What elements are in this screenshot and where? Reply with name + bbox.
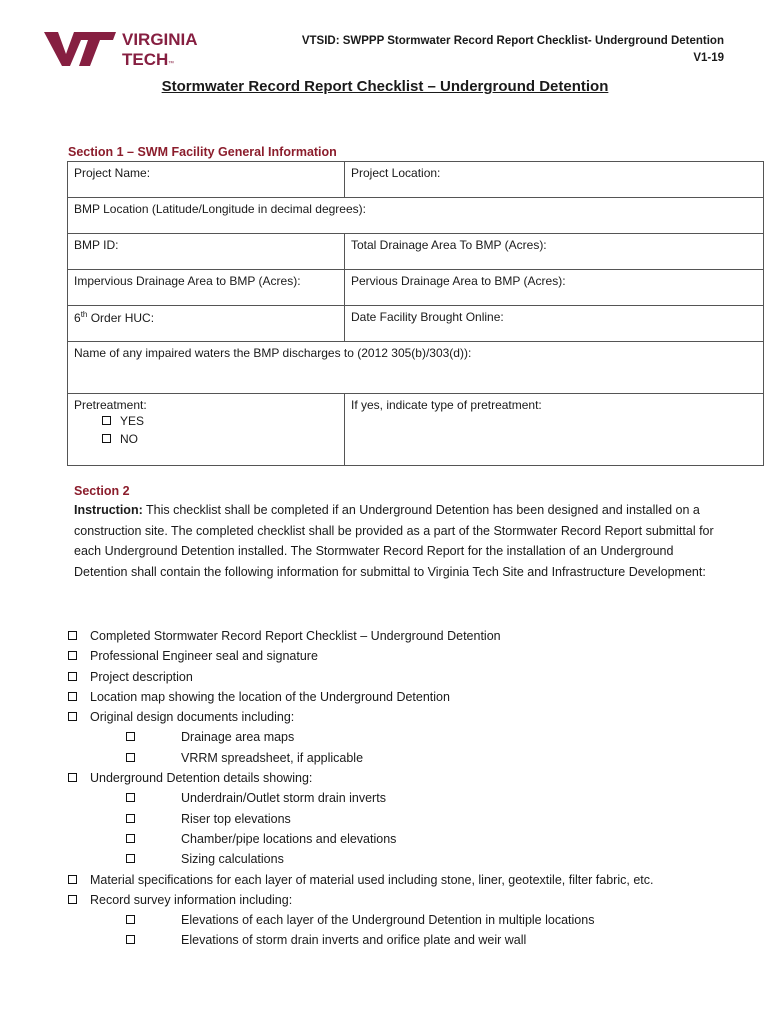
pretreatment-cell	[68, 394, 345, 466]
checklist-subitem-label: Sizing calculations	[181, 852, 284, 867]
checkbox-icon[interactable]	[126, 732, 135, 741]
impaired-waters-label: Name of any impaired waters the BMP discharges to (2012 305(b)/303(d)):	[74, 346, 472, 360]
vt-monogram-icon	[44, 32, 116, 66]
date-online-field[interactable]	[345, 306, 764, 342]
total-drainage-label: Total Drainage Area To BMP (Acres):	[351, 238, 547, 252]
checklist-subitem-label: Underdrain/Outlet storm drain inverts	[181, 791, 386, 806]
checklist-item[interactable]	[68, 870, 728, 890]
bmp-id-field[interactable]	[68, 234, 345, 270]
checklist-item-label: Record survey information including:	[90, 892, 293, 907]
logo-wordmark-top: VIRGINIA	[122, 30, 198, 49]
checklist-item[interactable]	[68, 768, 728, 788]
checklist-item-label: Professional Engineer seal and signature	[90, 649, 318, 664]
checklist-item[interactable]	[68, 890, 728, 910]
logo-wordmark-bottom: TECH	[122, 50, 169, 68]
checkbox-icon[interactable]	[68, 712, 77, 721]
huc-label: 6th Order HUC:	[74, 310, 155, 325]
checklist-subitem[interactable]	[68, 930, 728, 950]
instruction-label: Instruction:	[74, 503, 143, 517]
checklist-item-label: Location map showing the location of the Underground Detention	[90, 689, 450, 704]
virginia-tech-logo	[44, 28, 216, 68]
checkbox-icon[interactable]	[68, 631, 77, 640]
checklist-item[interactable]	[68, 707, 728, 727]
checklist-subitem[interactable]	[68, 727, 728, 747]
date-online-label: Date Facility Brought Online:	[351, 310, 504, 324]
checkbox-icon[interactable]	[68, 875, 77, 884]
doc-id: VTSID: SWPPP Stormwater Record Report Checklist- Underground Detention	[301, 35, 724, 47]
checkbox-icon[interactable]	[126, 793, 135, 802]
checkbox-icon[interactable]	[126, 814, 135, 823]
document-header	[302, 33, 724, 67]
checklist-subitem[interactable]	[68, 809, 728, 829]
instruction-text: This checklist shall be completed if an Underground Detention has been designed and installed on a construction site. The completed checklist shall be provided as a part of the Stormwater Record Report submittal for each Underground Detention installed. The Stormwater Record Report for the installation of an Underground Detention shall contain the following information for submittal to Virginia Tech Site and Infrastructure Development:	[74, 503, 714, 579]
pretreatment-type-field[interactable]	[345, 394, 764, 466]
bmp-location-label: BMP Location (Latitude/Longitude in decimal degrees):	[74, 202, 366, 216]
instruction-paragraph	[74, 500, 724, 582]
huc-field[interactable]	[68, 306, 345, 342]
checkbox-icon[interactable]	[126, 753, 135, 762]
pretreatment-type-label: If yes, indicate type of pretreatment:	[351, 398, 542, 412]
checklist-subitem-label: Elevations of each layer of the Underground Detention in multiple locations	[181, 913, 595, 928]
pretreatment-no-option[interactable]	[74, 430, 338, 448]
checklist-item[interactable]	[68, 626, 728, 646]
submittal-checklist	[68, 626, 728, 951]
checklist-subitem-label: Elevations of storm drain inverts and orifice plate and weir wall	[181, 933, 527, 948]
bmp-location-field[interactable]	[68, 198, 764, 234]
checkbox-icon[interactable]	[126, 834, 135, 843]
pervious-area-label: Pervious Drainage Area to BMP (Acres):	[351, 274, 566, 288]
project-name-label: Project Name:	[74, 166, 151, 180]
section2	[74, 484, 724, 582]
pretreatment-yes-option[interactable]	[74, 412, 338, 430]
impervious-area-label: Impervious Drainage Area to BMP (Acres):	[74, 274, 301, 288]
checklist-item[interactable]	[68, 646, 728, 666]
impaired-waters-field[interactable]	[68, 342, 764, 394]
project-name-field[interactable]	[68, 162, 345, 198]
no-label: NO	[120, 432, 138, 446]
checklist-item-label: Completed Stormwater Record Report Checklist – Underground Detention	[90, 629, 501, 643]
total-drainage-field[interactable]	[345, 234, 764, 270]
project-location-field[interactable]	[345, 162, 764, 198]
checklist-item-label: Underground Detention details showing:	[90, 771, 313, 786]
checklist-item[interactable]	[68, 667, 728, 687]
checklist-subitem[interactable]	[68, 788, 728, 808]
impervious-area-field[interactable]	[68, 270, 345, 306]
checklist-subitem[interactable]	[68, 748, 728, 768]
section2-heading: Section 2	[74, 484, 130, 498]
checkbox-icon[interactable]	[68, 672, 77, 681]
checklist-item[interactable]	[68, 687, 728, 707]
checkbox-icon[interactable]	[126, 915, 135, 924]
checklist-subitem[interactable]	[68, 829, 728, 849]
page-title: Stormwater Record Report Checklist – Underground Detention	[161, 78, 609, 95]
checklist-item-label: Material specifications for each layer of material used including stone, liner, geotextile, filter fabric, etc.	[90, 872, 654, 887]
checklist-subitem-label: Chamber/pipe locations and elevations	[181, 831, 397, 846]
checklist-subitem[interactable]	[68, 849, 728, 869]
checkbox-icon[interactable]	[126, 935, 135, 944]
checklist-subitem-label: Riser top elevations	[181, 811, 291, 826]
checklist-item-label: Project description	[90, 669, 193, 684]
no-checkbox[interactable]	[102, 434, 111, 443]
svg-text:™: ™	[168, 61, 174, 67]
project-location-label: Project Location:	[351, 166, 441, 180]
pervious-area-field[interactable]	[345, 270, 764, 306]
yes-label: YES	[120, 414, 145, 428]
facility-info-table	[67, 161, 764, 466]
doc-version: V1-19	[693, 52, 724, 64]
yes-checkbox[interactable]	[102, 416, 111, 425]
bmp-id-label: BMP ID:	[74, 238, 119, 252]
checkbox-icon[interactable]	[68, 773, 77, 782]
pretreatment-label: Pretreatment:	[74, 398, 147, 412]
checklist-subitem[interactable]	[68, 910, 728, 930]
checklist-subitem-label: Drainage area maps	[181, 730, 295, 745]
checkbox-icon[interactable]	[68, 895, 77, 904]
checkbox-icon[interactable]	[68, 651, 77, 660]
section1-heading: Section 1 – SWM Facility General Information	[68, 145, 337, 159]
checklist-item-label: Original design documents including:	[90, 710, 295, 725]
checklist-subitem-label: VRRM spreadsheet, if applicable	[181, 750, 364, 765]
checkbox-icon[interactable]	[126, 854, 135, 863]
checkbox-icon[interactable]	[68, 692, 77, 701]
